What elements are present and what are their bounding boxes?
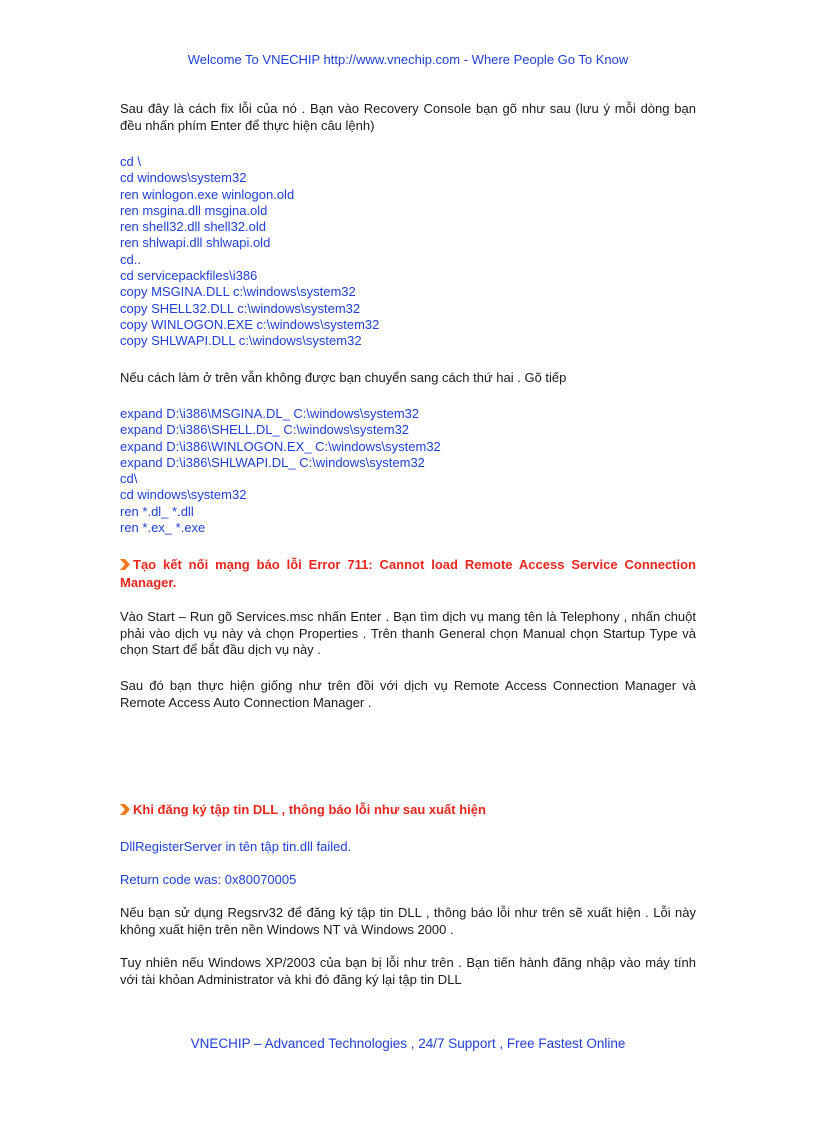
- intro-paragraph: Sau đây là cách fix lỗi của nó . Bạn vào Recovery Console bạn gõ như sau (lưu ý mỗi dòng bạn đều nhấn phím Enter để thực hiện câu lệnh): [120, 101, 696, 133]
- command-line: cd \: [120, 154, 141, 169]
- section-heading-text: Tạo kết nối mạng báo lỗi Error 711: Cannot load Remote Access Service Connection Manager.: [120, 557, 696, 590]
- command-line: copy WINLOGON.EXE c:\windows\system32: [120, 316, 380, 332]
- command-line: ren shell32.dll shell32.old: [120, 219, 266, 235]
- section-heading-text: Khi đăng ký tập tin DLL , thông báo lỗi như sau xuất hiện: [133, 802, 486, 817]
- command-line: cd windows\system32: [120, 487, 247, 503]
- page-footer: VNECHIP – Advanced Technologies , 24/7 Support , Free Fastest Online: [190, 1036, 626, 1051]
- regsrv32-paragraph: Nếu bạn sử dụng Regsrv32 để đăng ký tập tin DLL , thông báo lỗi như trên sẽ xuất hiện . Lỗi này không xuất hiện trên nền Windows NT và Windows 2000 .: [120, 905, 696, 937]
- command-line: copy SHLWAPI.DLL c:\windows\system32: [120, 333, 362, 349]
- command-line: ren shlwapi.dll shlwapi.old: [120, 235, 271, 251]
- command-line: ren *.dl_ *.dll: [120, 503, 194, 519]
- return-code-line: Return code was: 0x80070005: [120, 872, 297, 887]
- command-list-2: [120, 406, 696, 536]
- second-method-paragraph: Nếu cách làm ở trên vẫn không được bạn chuyển sang cách thứ hai . Gõ tiếp: [120, 370, 567, 385]
- arrow-bullet-icon: [120, 803, 130, 820]
- command-line: copy SHELL32.DLL c:\windows\system32: [120, 300, 361, 316]
- arrow-bullet-icon: [120, 558, 130, 575]
- error-message-line: DllRegisterServer in tên tập tin.dll failed.: [120, 839, 352, 854]
- command-line: expand D:\i386\WINLOGON.EX_ C:\windows\system32: [120, 438, 441, 454]
- section-heading-error-711: [120, 557, 696, 591]
- command-line: cd\: [120, 471, 138, 487]
- telephony-paragraph: Vào Start – Run gõ Services.msc nhấn Enter . Bạn tìm dịch vụ mang tên là Telephony , nhấn chuột phải vào dịch vụ này và chọn Properties . Trên thanh General chọn Manual chọn Startup Type và chọn Start để bắt đầu dịch vụ này .: [120, 609, 696, 657]
- command-line: cd servicepackfiles\i386: [120, 268, 258, 284]
- command-line: expand D:\i386\SHELL.DL_ C:\windows\system32: [120, 422, 410, 438]
- command-line: ren *.ex_ *.exe: [120, 520, 206, 536]
- command-line: expand D:\i386\MSGINA.DL_ C:\windows\system32: [120, 406, 420, 421]
- page-header: Welcome To VNECHIP http://www.vnechip.com - Where People Go To Know: [187, 52, 629, 67]
- administrator-paragraph: Tuy nhiên nếu Windows XP/2003 của bạn bị lỗi như trên . Bạn tiến hành đăng nhập vào máy tính với tài khỏan Administrator và khi đó đăng ký lại tập tin DLL: [120, 955, 696, 987]
- command-line: ren winlogon.exe winlogon.old: [120, 186, 295, 202]
- command-list-1: [120, 154, 696, 350]
- command-line: expand D:\i386\SHLWAPI.DL_ C:\windows\system32: [120, 454, 425, 470]
- command-line: cd windows\system32: [120, 170, 247, 186]
- command-line: copy MSGINA.DLL c:\windows\system32: [120, 284, 356, 300]
- remote-access-paragraph: Sau đó bạn thực hiện giống như trên đồi với dịch vụ Remote Access Connection Manager và Remote Access Auto Connection Manager .: [120, 678, 696, 710]
- command-line: ren msgina.dll msgina.old: [120, 202, 268, 218]
- section-heading-dll: [120, 802, 696, 820]
- command-line: cd..: [120, 251, 141, 267]
